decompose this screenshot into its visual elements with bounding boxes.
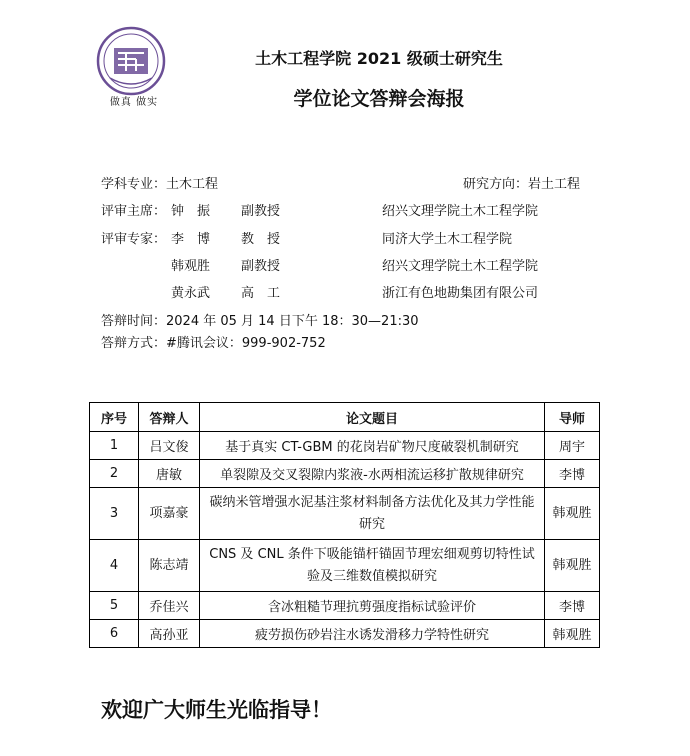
column-header: 答辩人 [139,403,200,432]
table-row [90,488,600,540]
committee-affiliation: 绍兴文理学院土木工程学院 [382,259,539,274]
row-number: 2 [90,460,139,488]
supervisor-name: 韩观胜 [545,620,600,648]
thesis-title: 含冰粗糙节理抗剪强度指标试验评价 [200,592,545,620]
table-header-row [90,403,600,432]
research-direction-text: 研究方向：岩土工程 [463,177,581,192]
supervisor-name: 韩观胜 [545,488,600,540]
committee-title: 副教授 [241,259,281,274]
committee-affiliation: 浙江有色地勘集团有限公司 [382,286,539,301]
student-name: 高孙亚 [139,620,200,648]
student-name: 乔佳兴 [139,592,200,620]
thesis-title: CNS 及 CNL 条件下吸能锚杆锚固节理宏细观剪切特性试验及三维数值模拟研究 [200,540,545,592]
defense-schedule-table [89,402,600,648]
committee-name: 李 博 [171,232,211,247]
poster-title: 土木工程学院 2021 级硕士研究生 [255,49,503,68]
committee-name: 韩观胜 [171,259,211,274]
committee-name: 钟 振 [171,204,211,219]
column-header: 论文题目 [200,403,545,432]
row-number: 5 [90,592,139,620]
table-row [90,620,600,648]
committee-affiliation: 绍兴文理学院土木工程学院 [382,204,539,219]
row-number: 4 [90,540,139,592]
student-name: 陈志靖 [139,540,200,592]
column-header: 序号 [90,403,139,432]
table-row [90,540,600,592]
table-row [90,460,600,488]
supervisor-name: 李博 [545,592,600,620]
committee-title: 教 授 [241,232,281,247]
thesis-title: 疲劳损伤砂岩注水诱发滑移力学特性研究 [200,620,545,648]
defense-method: 答辩方式：#腾讯会议：999-902-752 [101,336,326,351]
column-header: 导师 [545,403,600,432]
experts-label: 评审专家： [101,232,167,247]
student-name: 项嘉豪 [139,488,200,540]
poster-subtitle: 学位论文答辩会海报 [293,88,465,110]
committee-title: 副教授 [241,204,281,219]
row-number: 6 [90,620,139,648]
supervisor-name: 韩观胜 [545,540,600,592]
supervisor-name: 周宇 [545,432,600,460]
thesis-title: 基于真实 CT-GBM 的花岗岩矿物尺度破裂机制研究 [200,432,545,460]
committee-title: 高 工 [241,286,281,301]
committee-name: 黄永武 [171,286,211,301]
logo-motto: 做真 做实 [109,97,159,108]
discipline-text: 学科专业：土木工程 [101,177,219,192]
thesis-title: 单裂隙及交叉裂隙内浆液-水两相流运移扩散规律研究 [200,460,545,488]
thesis-title: 碳纳米管增强水泥基注浆材料制备方法优化及其力学性能研究 [200,488,545,540]
committee-affiliation: 同济大学土木工程学院 [382,232,513,247]
student-name: 吕文俊 [139,432,200,460]
table-row [90,592,600,620]
row-number: 3 [90,488,139,540]
defense-time: 答辩时间：2024 年 05 月 14 日下午 18：30—21:30 [101,314,419,329]
row-number: 1 [90,432,139,460]
welcome-message: 欢迎广大师生光临指导！ [101,698,332,722]
chair-label: 评审主席： [101,204,167,219]
supervisor-name: 李博 [545,460,600,488]
student-name: 唐敏 [139,460,200,488]
table-row [90,432,600,460]
